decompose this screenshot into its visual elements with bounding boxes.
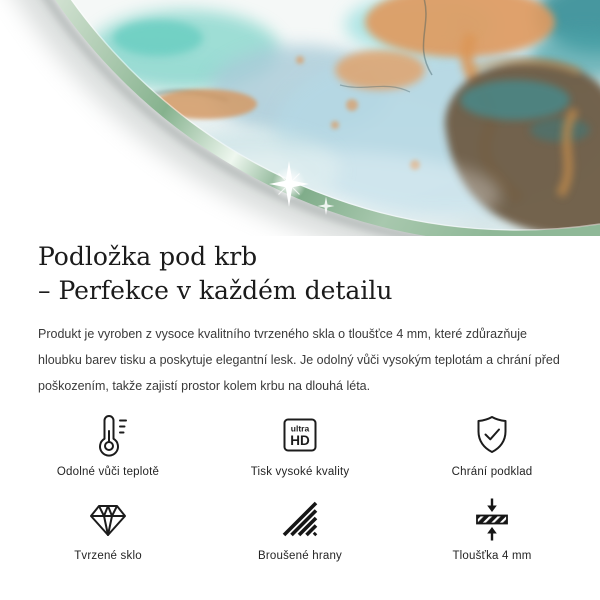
- page-title-line1: Podložka pod krb: [38, 242, 258, 271]
- feature-protects-floor: [396, 407, 588, 478]
- feature-label: Tloušťka 4 mm: [452, 550, 532, 562]
- svg-text:ultra: ultra: [290, 423, 310, 434]
- feature-label: Tvrzené sklo: [74, 550, 142, 562]
- feature-label: Odolné vůči teplotě: [56, 466, 160, 478]
- feature-thickness: [396, 491, 588, 562]
- feature-beveled-edges: [204, 491, 396, 562]
- feature-label: Tisk vysoké kvality: [250, 466, 350, 478]
- feature-heat-resistant: [12, 407, 204, 478]
- feature-grid: [0, 407, 600, 562]
- product-description: Produkt je vyroben z vysoce kvalitního tvrzeného skla o tloušťce 4 mm, které zdůrazňuje hloubku barev tisku a poskytuje elegantní lesk. Je odolný vůči vysokým teplotám a chrání před poškozením, takže zajistí prostor kolem krbu na dlouhá léta.: [38, 327, 560, 393]
- page-title-line2: – Perfekce v každém detailu: [38, 276, 393, 305]
- diamond-icon: [84, 491, 132, 543]
- thermometer-icon: [84, 407, 132, 459]
- feature-print-quality: [204, 407, 396, 478]
- page-title: [38, 240, 562, 308]
- thickness-icon: [468, 491, 516, 543]
- ultra-hd-icon: [276, 407, 324, 459]
- shield-check-icon: [468, 407, 516, 459]
- beveled-edges-icon: [276, 491, 324, 543]
- feature-label: Chrání podklad: [451, 466, 533, 478]
- feature-tempered-glass: [12, 491, 204, 562]
- svg-text:HD: HD: [290, 433, 310, 448]
- glass-pad-illustration: [0, 0, 600, 236]
- feature-label: Broušené hrany: [258, 550, 342, 562]
- product-hero-image: [0, 0, 600, 236]
